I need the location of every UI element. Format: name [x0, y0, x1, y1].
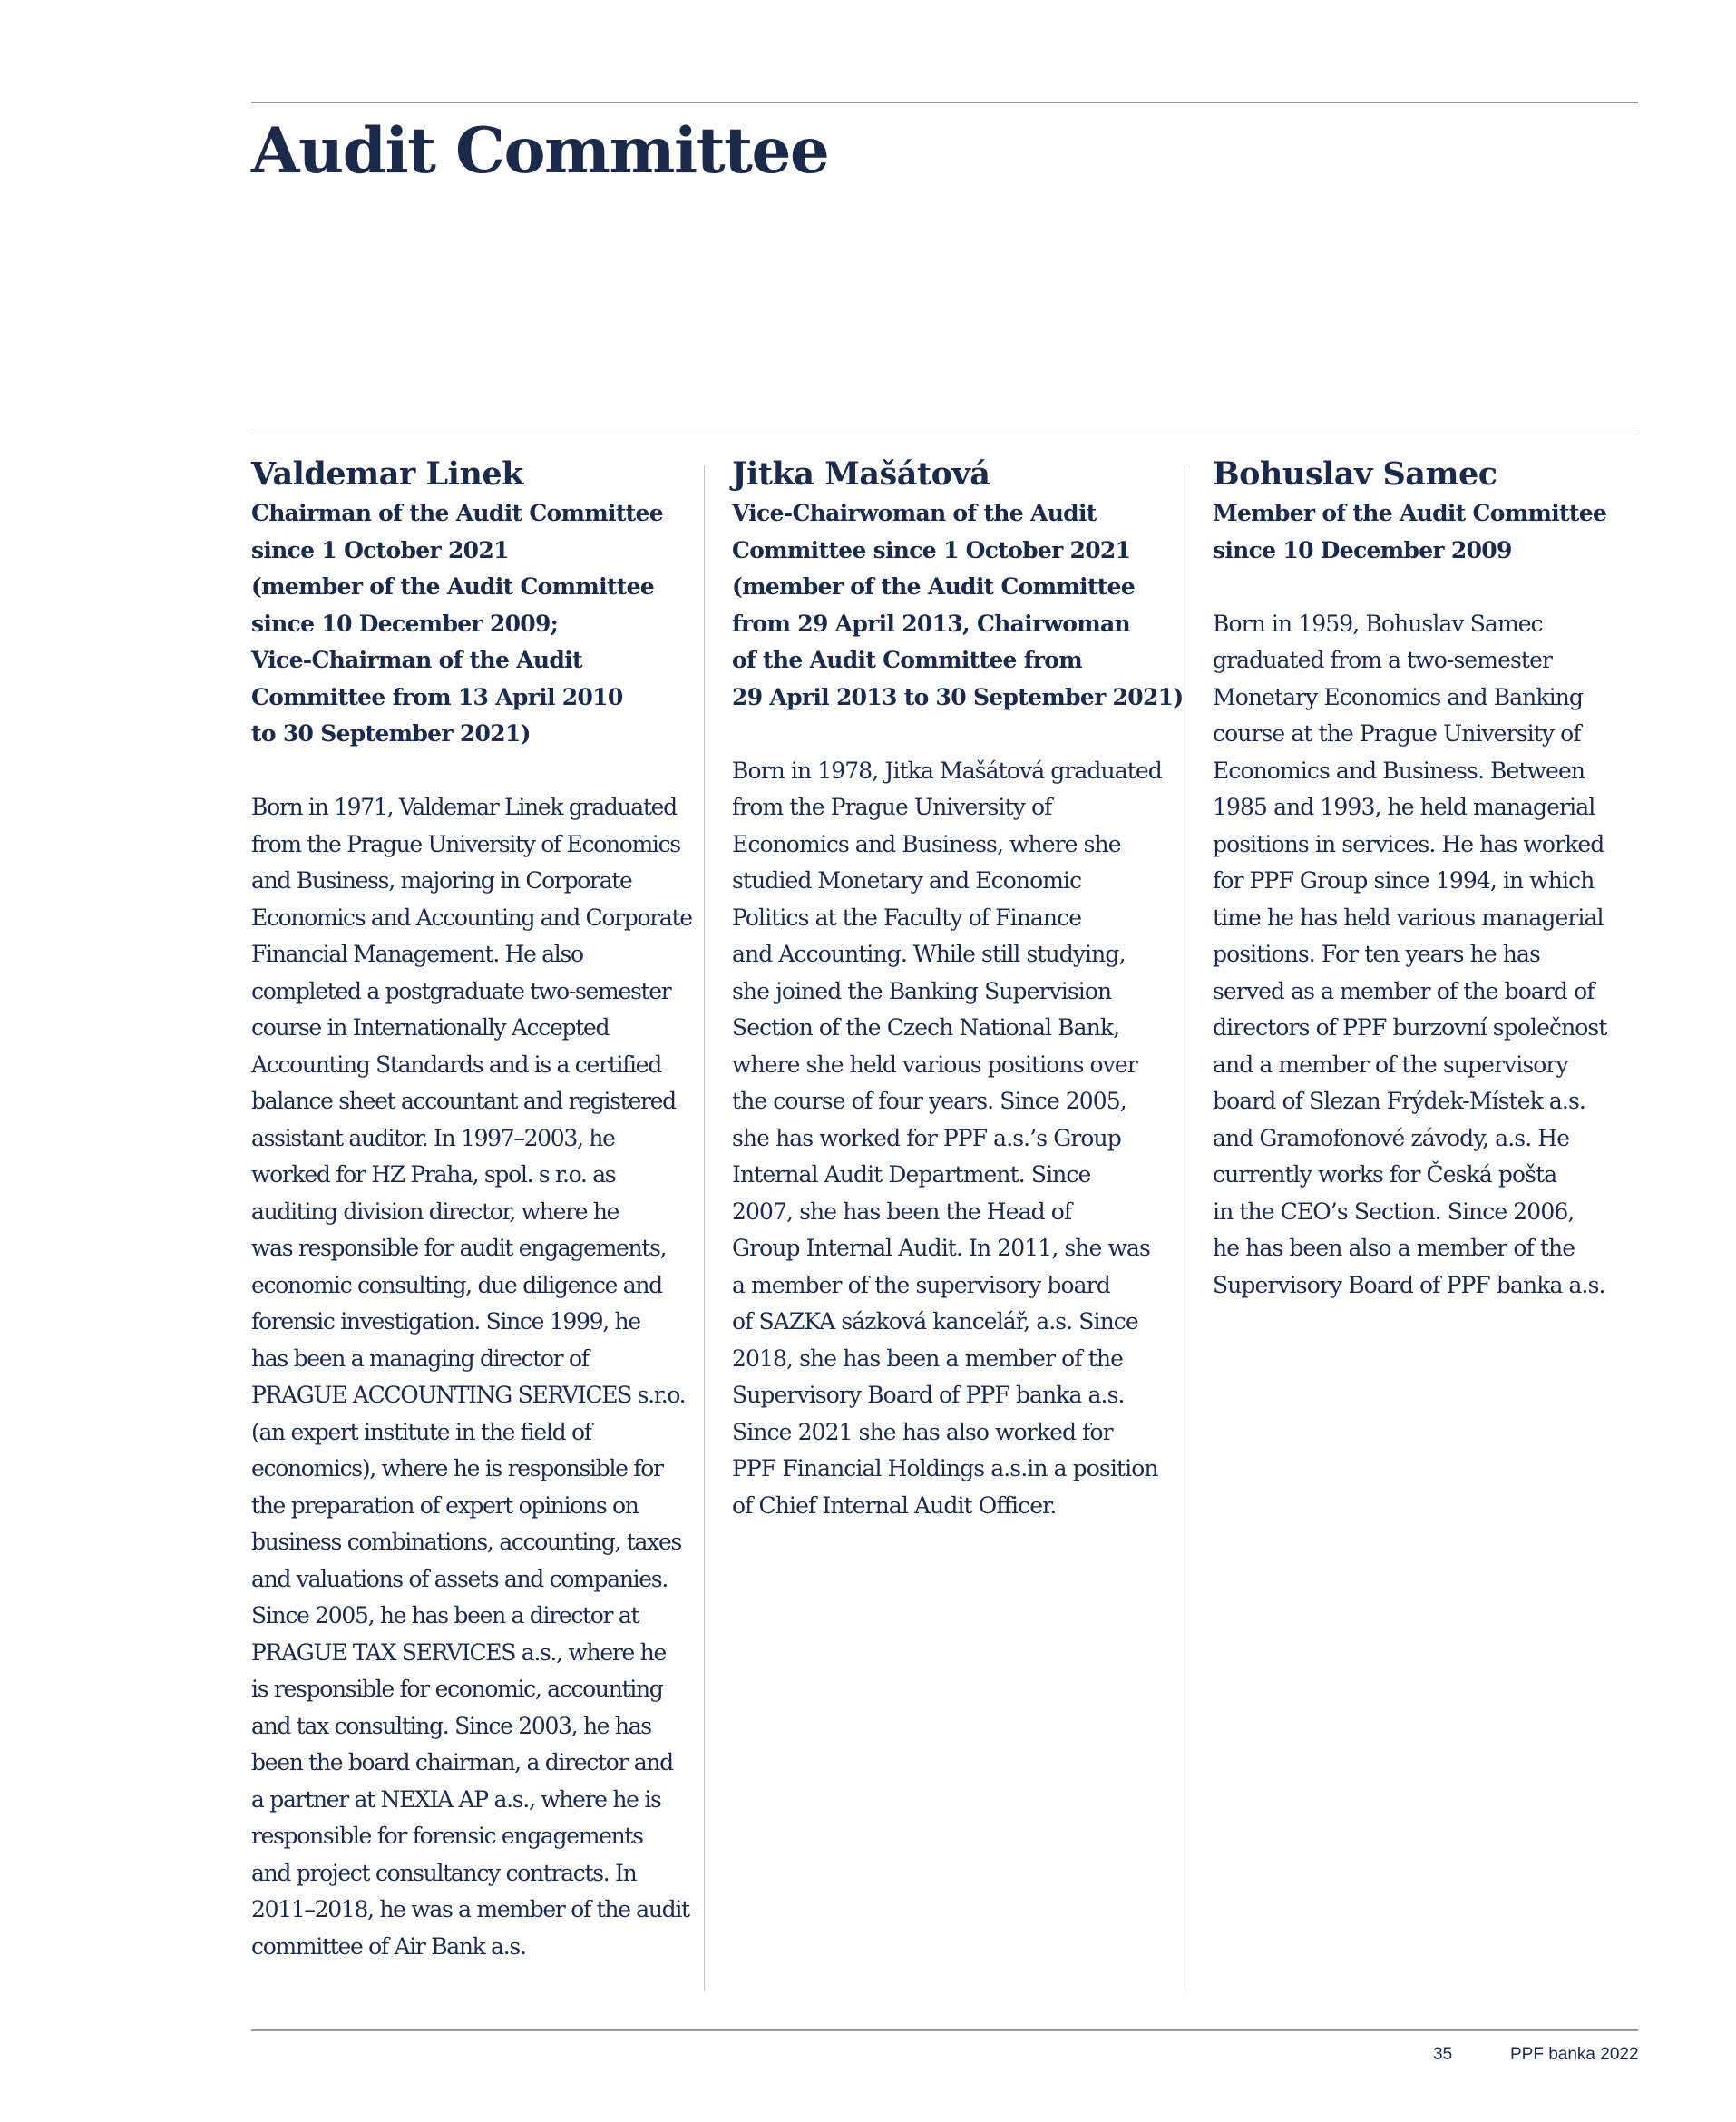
bio-line: economic consulting, due diligence and [251, 1271, 662, 1298]
bio-line: and valuations of assets and companies. [251, 1565, 668, 1592]
footer-rule [251, 2029, 1638, 2031]
role-line: since 10 December 2009 [1213, 536, 1512, 563]
bio-line: economics), where he is responsible for [251, 1455, 663, 1481]
bio-line: Monetary Economics and Banking [1213, 683, 1584, 710]
bio-line: Since 2021 she has also worked for [732, 1418, 1113, 1445]
role-line: from 29 April 2013, Chairwoman [732, 610, 1130, 637]
role-line: of the Audit Committee from [732, 647, 1083, 673]
bio-line: where she held various positions over [732, 1051, 1137, 1078]
bio-line: in the CEO’s Section. Since 2006, [1213, 1198, 1575, 1225]
bio-line: Accounting Standards and is a certified [251, 1051, 661, 1078]
bio-line: she has worked for PPF a.s.’s Group [732, 1124, 1121, 1151]
bio-line: the preparation of expert opinions on [251, 1491, 639, 1519]
bio-line: she joined the Banking Supervision [732, 977, 1112, 1004]
bio-line: Economics and Business, where she [732, 830, 1121, 857]
bio-line: has been a managing director of [251, 1345, 589, 1372]
member-bio [251, 789, 692, 1965]
bio-line: directors of PPF burzovní společnost [1213, 1014, 1607, 1041]
bio-line: is responsible for economic, accounting [251, 1676, 663, 1702]
bio-line: and tax consulting. Since 2003, he has [251, 1712, 651, 1739]
role-line: Vice-Chairman of the Audit [251, 647, 582, 673]
top-rule [251, 102, 1638, 103]
member-bio [1213, 606, 1646, 1305]
bio-line: a partner at NEXIA AP a.s., where he is [251, 1785, 661, 1813]
bio-line: Politics at the Faculty of Finance [732, 904, 1082, 931]
role-line: Committee from 13 April 2010 [251, 683, 623, 710]
bio-line: positions. For ten years he has [1213, 941, 1540, 967]
bio-line: course in Internationally Accepted [251, 1014, 610, 1041]
bio-line: Born in 1971, Valdemar Linek graduated [251, 794, 677, 820]
bio-line: Section of the Czech National Bank, [732, 1014, 1120, 1041]
role-line: Member of the Audit Committee [1213, 500, 1607, 526]
bio-line: committee of Air Bank a.s. [251, 1932, 526, 1960]
member-name: Bohuslav Samec [1213, 455, 1497, 493]
bio-line: currently works for Česká pošta [1213, 1161, 1557, 1188]
member-role [1213, 495, 1646, 569]
role-line: since 10 December 2009; [251, 610, 559, 637]
member-name: Jitka Mašátová [732, 455, 990, 493]
bio-line: balance sheet accountant and registered [251, 1088, 676, 1114]
bio-line: of Chief Internal Audit Officer. [732, 1491, 1057, 1519]
bio-line: served as a member of the board of [1213, 977, 1595, 1004]
bio-line: studied Monetary and Economic [732, 867, 1082, 894]
footer-brand: PPF banka 2022 [1510, 2045, 1639, 2064]
role-line: Vice-Chairwoman of the Audit [732, 500, 1097, 526]
member-column-valdemar-linek [251, 454, 692, 1965]
member-name: Valdemar Linek [251, 455, 523, 493]
bio-line: forensic investigation. Since 1999, he [251, 1308, 640, 1335]
bio-line: (an expert institute in the field of [251, 1418, 591, 1445]
bio-line: from the Prague University of [732, 794, 1052, 820]
bio-line: PRAGUE TAX SERVICES a.s., where he [251, 1638, 666, 1666]
bio-line: 2018, she has been a member of the [732, 1345, 1123, 1372]
bio-line: Supervisory Board of PPF banka a.s. [1213, 1271, 1605, 1298]
bio-line: Supervisory Board of PPF banka a.s. [732, 1382, 1125, 1408]
bio-line: a member of the supervisory board [732, 1271, 1110, 1298]
bio-line: Since 2005, he has been a director at [251, 1602, 639, 1628]
member-role [732, 495, 1184, 716]
bio-line: Born in 1959, Bohuslav Samec [1213, 610, 1543, 637]
bio-line: and a member of the supervisory [1213, 1051, 1568, 1078]
bio-line: and Business, majoring in Corporate [251, 867, 632, 894]
bio-line: responsible for forensic engagements [251, 1823, 643, 1849]
role-line: Committee since 1 October 2021 [732, 536, 1131, 563]
role-line: (member of the Audit Committee [732, 573, 1136, 600]
bio-line: and project consultancy contracts. In [251, 1859, 637, 1886]
bio-line: course at the Prague University of [1213, 720, 1581, 747]
role-line: Chairman of the Audit Committee [251, 500, 663, 526]
bio-line: PPF Financial Holdings a.s.in a position [732, 1455, 1158, 1481]
bio-line: and Accounting. While still studying, [732, 941, 1126, 967]
bio-line: Born in 1978, Jitka Mašátová graduated [732, 757, 1162, 784]
bio-line: was responsible for audit engagements, [251, 1235, 667, 1261]
bio-line: Group Internal Audit. In 2011, she was [732, 1235, 1150, 1261]
bio-line: business combinations, accounting, taxes [251, 1529, 681, 1555]
bio-line: 2007, she has been the Head of [732, 1198, 1072, 1225]
bio-line: for PPF Group since 1994, in which [1213, 867, 1595, 894]
role-line: (member of the Audit Committee [251, 573, 655, 600]
bio-line: the course of four years. Since 2005, [732, 1088, 1126, 1114]
member-bio [732, 753, 1169, 1525]
bio-line: Internal Audit Department. Since [732, 1161, 1091, 1188]
bio-line: auditing division director, where he [251, 1198, 619, 1225]
bio-line: PRAGUE ACCOUNTING SERVICES s.r.o. [251, 1382, 686, 1408]
bio-line: from the Prague University of Economics [251, 830, 680, 857]
bio-line: 1985 and 1993, he held managerial [1213, 794, 1595, 820]
member-column-bohuslav-samec [1213, 454, 1646, 1304]
bio-line: assistant auditor. In 1997–2003, he [251, 1124, 615, 1151]
bio-line: 2011–2018, he was a member of the audit [251, 1896, 689, 1922]
role-line: since 1 October 2021 [251, 536, 509, 563]
bio-line: Financial Management. He also [251, 941, 583, 967]
bio-line: and Gramofonové závody, a.s. He [1213, 1124, 1570, 1151]
bio-line: board of Slezan Frýdek-Místek a.s. [1213, 1088, 1585, 1114]
bio-line: of SAZKA sázková kancelář, a.s. Since [732, 1308, 1138, 1335]
page-number: 35 [1433, 2045, 1453, 2064]
bio-line: been the board chairman, a director and [251, 1749, 673, 1775]
page-title: Audit Committee [251, 114, 829, 188]
bio-line: positions in services. He has worked [1213, 830, 1604, 857]
bio-line: completed a postgraduate two-semester [251, 977, 671, 1004]
bio-line: worked for HZ Praha, spol. s r.o. as [251, 1161, 616, 1188]
bio-line: Economics and Business. Between [1213, 757, 1585, 784]
bio-line: graduated from a two-semester [1213, 647, 1553, 673]
role-line: 29 April 2013 to 30 September 2021) [732, 683, 1184, 710]
column-divider [704, 465, 705, 1991]
role-line: to 30 September 2021) [251, 720, 531, 747]
bio-line: Economics and Accounting and Corporate [251, 904, 692, 931]
member-role [251, 495, 687, 753]
member-column-jitka-masatova [732, 454, 1184, 1524]
bio-line: time he has held various managerial [1213, 904, 1604, 931]
bio-line: he has been also a member of the [1213, 1235, 1575, 1261]
